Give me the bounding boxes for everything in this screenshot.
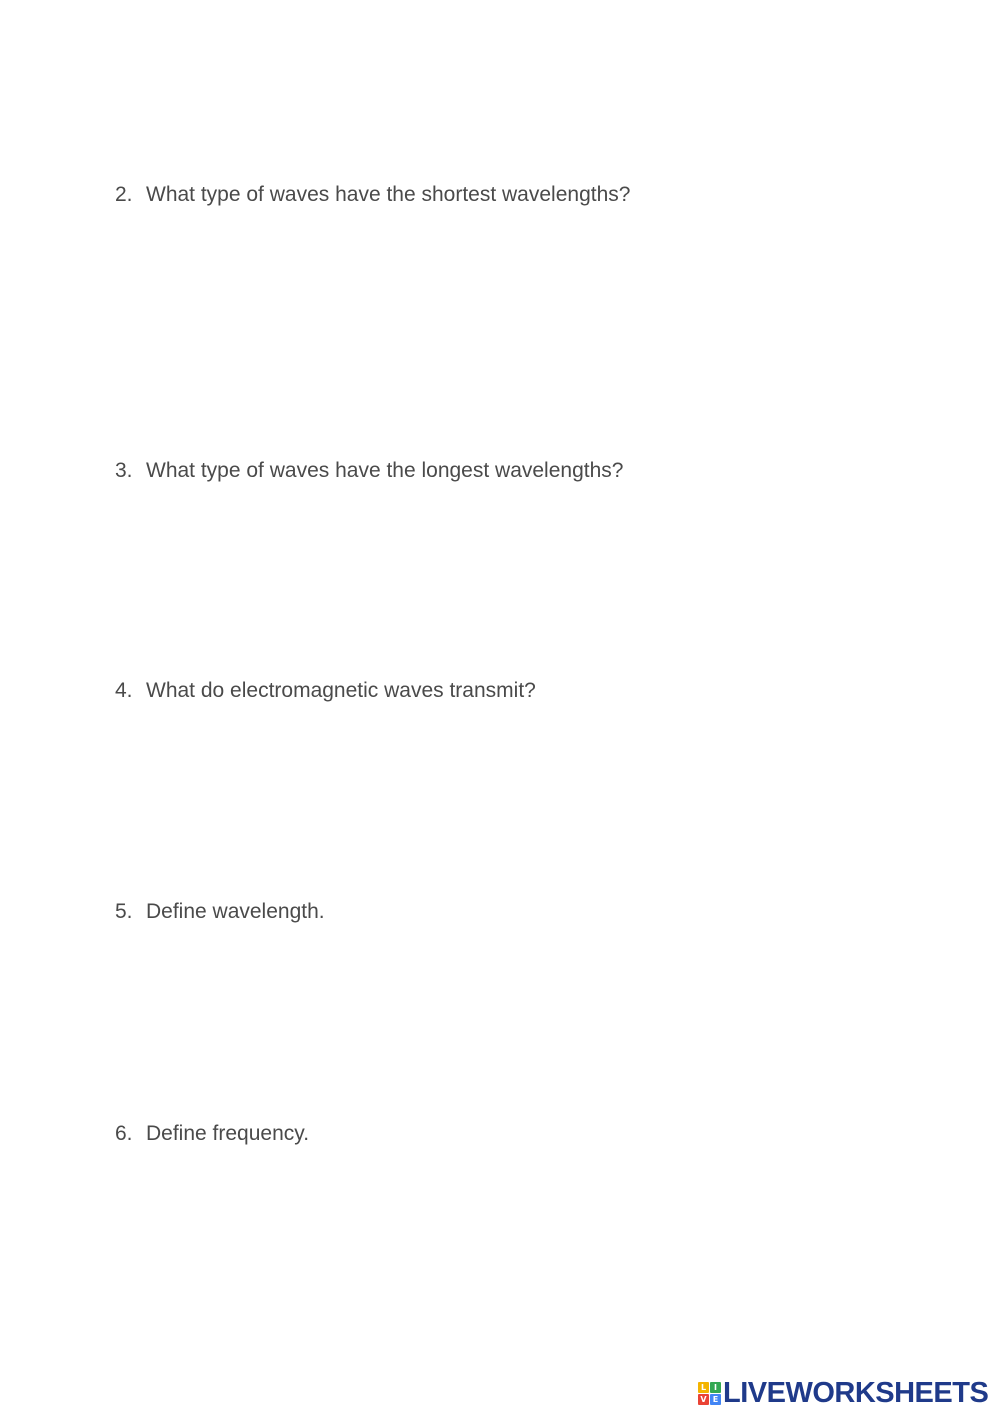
question-number: 6. — [115, 1122, 133, 1145]
question-text: What type of waves have the longest wavelengths? — [146, 459, 624, 482]
logo-tile-l: L — [698, 1382, 709, 1393]
logo-tile-e: E — [710, 1394, 721, 1405]
question-number: 4. — [115, 679, 133, 702]
question-3 — [115, 458, 623, 484]
question-5 — [115, 899, 325, 925]
question-text: What do electromagnetic waves transmit? — [146, 679, 536, 702]
question-number: 5. — [115, 900, 133, 923]
question-6 — [115, 1121, 309, 1147]
liveworksheets-logo-icon — [698, 1382, 721, 1405]
brand-name: LIVEWORKSHEETS — [723, 1377, 989, 1409]
logo-tile-v: V — [698, 1394, 709, 1405]
question-text: Define wavelength. — [146, 900, 325, 923]
liveworksheets-logo — [698, 1378, 988, 1408]
logo-tile-i: I — [710, 1382, 721, 1393]
question-4 — [115, 678, 536, 704]
question-text: Define frequency. — [146, 1122, 310, 1145]
question-2 — [115, 182, 630, 208]
question-number: 3. — [115, 459, 133, 482]
question-text: What type of waves have the shortest wavelengths? — [146, 183, 631, 206]
question-number: 2. — [115, 183, 133, 206]
